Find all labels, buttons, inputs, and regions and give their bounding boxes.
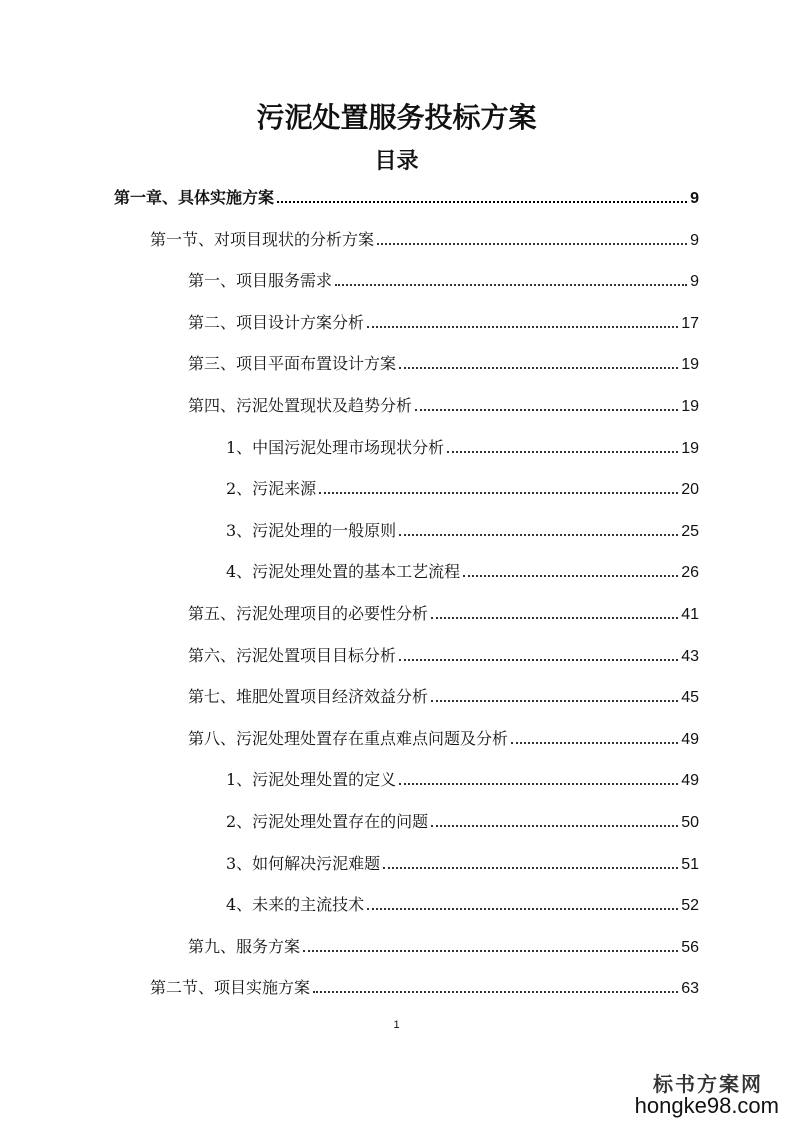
watermark-en: hongke98.com: [634, 1093, 779, 1118]
toc-entry-title: 第五、污泥处理项目的必要性分析: [188, 604, 429, 623]
toc-leader-dots: [415, 409, 678, 411]
toc-entry[interactable]: [188, 683, 699, 707]
toc-entry-title: 第四、污泥处置现状及趋势分析: [188, 396, 413, 415]
toc-entry-page: 9: [690, 231, 699, 249]
toc-leader-dots: [431, 700, 678, 702]
toc-leader-dots: [431, 825, 678, 827]
toc-entry-page: 50: [681, 814, 699, 831]
toc-entry[interactable]: [226, 558, 699, 582]
page-number: 1: [393, 1019, 400, 1031]
toc-entry[interactable]: [188, 350, 699, 374]
toc-entry[interactable]: [188, 642, 699, 666]
toc-entry-page: 25: [681, 522, 699, 540]
toc-entry[interactable]: [188, 392, 699, 416]
document-title: 污泥处置服务投标方案: [256, 101, 537, 134]
toc-leader-dots: [367, 326, 678, 328]
toc-entry[interactable]: [226, 434, 699, 458]
toc-entry-page: 20: [681, 481, 699, 499]
toc-leader-dots: [335, 284, 687, 286]
toc-entry-title: 第七、堆肥处置项目经济效益分析: [188, 687, 429, 707]
toc-entry-title: 3、污泥处理的一般原则: [226, 520, 397, 540]
toc-entry[interactable]: [150, 974, 699, 998]
toc-entry-page: 63: [681, 980, 699, 998]
toc-entry-title: 第三、项目平面布置设计方案: [188, 354, 397, 374]
toc-entry-page: 9: [690, 190, 699, 207]
toc-entry[interactable]: [226, 517, 699, 541]
toc-leader-dots: [319, 492, 678, 494]
toc-entry[interactable]: [226, 766, 699, 790]
toc-entry-title: 第一、项目服务需求: [188, 271, 333, 291]
toc-entry-page: 19: [681, 439, 699, 457]
toc-leader-dots: [313, 991, 678, 993]
toc-entry[interactable]: [150, 226, 699, 250]
toc-leader-dots: [399, 783, 678, 785]
toc-entry-page: 56: [681, 938, 699, 956]
toc-heading: 目录: [374, 149, 419, 174]
toc-entry-page: 52: [681, 897, 699, 915]
toc-leader-dots: [367, 908, 678, 910]
toc-leader-dots: [399, 367, 678, 369]
toc-entry-page: 19: [681, 356, 699, 374]
toc-leader-dots: [399, 534, 678, 536]
toc-leader-dots: [383, 867, 678, 869]
toc-leader-dots: [399, 659, 678, 661]
toc-entry-title: 第八、污泥处理处置存在重点难点问题及分析: [188, 728, 509, 748]
toc-entry-title: 3、如何解决污泥难题: [226, 853, 381, 873]
toc-entry[interactable]: [226, 475, 699, 499]
toc-entry-title: 第六、污泥处置项目目标分析: [188, 645, 397, 665]
toc-entry-title: 4、污泥处理处置的基本工艺流程: [226, 562, 461, 582]
toc-entry-page: 43: [681, 647, 699, 665]
toc-leader-dots: [303, 950, 678, 952]
toc-leader-dots: [277, 201, 687, 203]
toc-entry-title: 第二、项目设计方案分析: [188, 312, 365, 332]
toc-entry-page: 51: [681, 855, 699, 873]
toc-entry[interactable]: [226, 891, 699, 915]
watermark-cn: 标书方案网: [653, 1072, 763, 1096]
toc-entry-title: 第九、服务方案: [188, 936, 301, 956]
toc-entry[interactable]: [188, 309, 699, 333]
toc-entry-page: 49: [681, 772, 699, 790]
toc-entry[interactable]: [188, 600, 699, 624]
toc-entry[interactable]: [226, 850, 699, 874]
toc-entry-page: 49: [681, 730, 699, 748]
toc-entry-title: 2、污泥处理处置存在的问题: [226, 812, 429, 831]
toc-entry-page: 9: [690, 273, 699, 291]
toc-leader-dots: [463, 575, 678, 577]
toc-entry-page: 41: [681, 606, 699, 623]
toc-leader-dots: [447, 451, 678, 453]
toc-entry-page: 19: [681, 398, 699, 415]
toc-entry-page: 45: [681, 689, 699, 707]
toc-entry-title: 第二节、项目实施方案: [150, 978, 311, 998]
toc-entry-page: 26: [681, 564, 699, 582]
toc-entry[interactable]: [226, 808, 699, 832]
toc-leader-dots: [511, 742, 678, 744]
toc-entry-title: 2、污泥来源: [226, 479, 317, 499]
toc-entry[interactable]: [114, 184, 699, 208]
toc-entry[interactable]: [188, 933, 699, 957]
toc-entry[interactable]: [188, 267, 699, 291]
toc-entry-title: 1、污泥处理处置的定义: [226, 770, 397, 790]
toc-leader-dots: [431, 617, 678, 619]
toc-leader-dots: [377, 243, 687, 245]
toc-entry-title: 第一章、具体实施方案: [114, 188, 275, 207]
toc-entry-page: 17: [681, 314, 699, 332]
toc-entry-title: 4、未来的主流技术: [226, 895, 365, 915]
toc-entry-title: 第一节、对项目现状的分析方案: [150, 229, 375, 249]
toc-entry[interactable]: [188, 725, 699, 749]
toc-entry-title: 1、中国污泥处理市场现状分析: [226, 437, 445, 457]
